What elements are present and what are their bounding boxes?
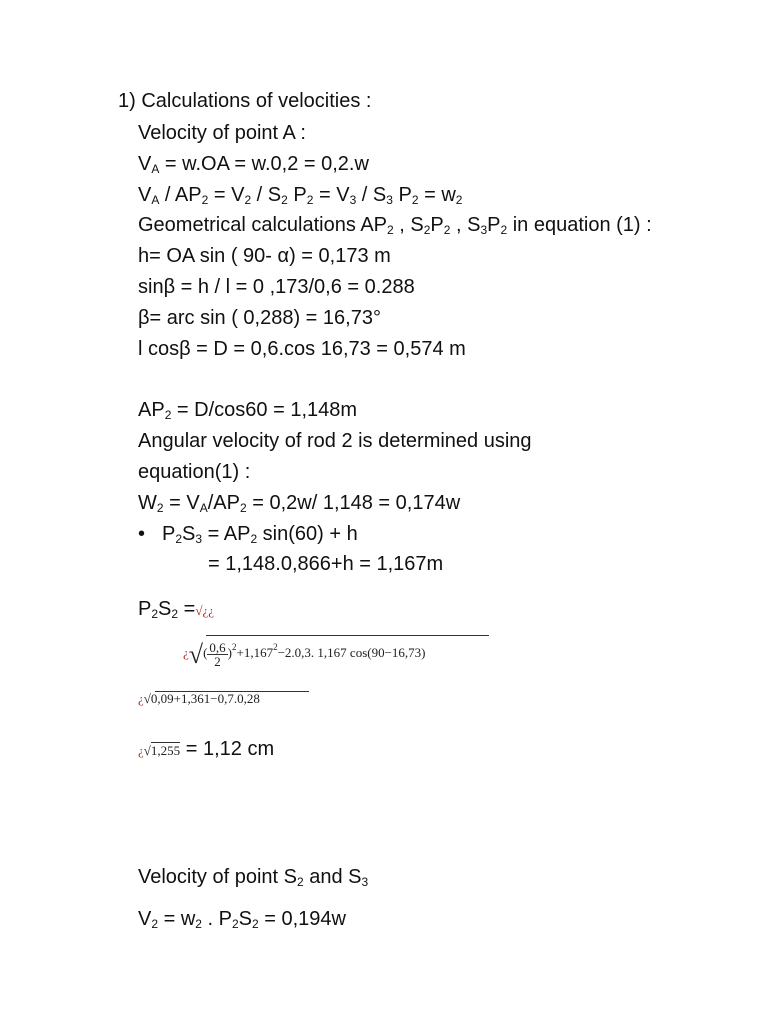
math-expression-1: ¿√( $\frac{0,6}{2}$ )$^2+1,167^2-2.0,3$. 1,167 cos(90−16,73) <box>183 639 426 669</box>
equation-beta: β= arc sin ( 0,288) = 16,73° <box>138 307 381 329</box>
math-expression-3: ¿√1,255 = 1,12 cm <box>138 738 275 760</box>
equation-p2s3: $P_2S_3 = AP_2$ sin(60) + h <box>162 523 358 546</box>
equation-p2s3-result: = 1,148.0,866+h = 1,167m <box>208 553 444 575</box>
sqrt-vinculum-2 <box>155 691 309 692</box>
equation-v2: $V_2 = w_2$ . $P_2S_2 = 0,194w$ <box>138 908 346 931</box>
equation-va: $V_A = w.OA = w.0,2 = 0,2.w$ <box>138 153 369 176</box>
bullet-marker: • <box>138 523 146 545</box>
math-expression-2: ¿√0,09+1,361−0,7.0,28 <box>138 691 260 706</box>
heading-calculations: 1) Calculations of velocities : <box>118 90 372 112</box>
equation-h: h= OA sin ( 90- α) = 0,173 m <box>138 245 391 267</box>
equation-ratio: $V_A / AP_2 = V_2 / S_2$ $P_2 = V_3 / S_3$ $P_2 = w_2$ <box>138 184 463 207</box>
equation-w2: $W_2 = V_A/AP_2 = 0,2w/$ 1,148 = 0,174w <box>138 492 461 515</box>
angular-velocity-text: Angular velocity of rod 2 is determined using <box>138 430 532 452</box>
equation-sinbeta: sinβ = h / l = 0 ,173/0,6 = 0.288 <box>138 276 415 298</box>
geometrical-calculations: Geometrical calculations $AP_2$ , $S_2P_2$ , $S_3P_2$ in equation (1) : <box>138 214 652 237</box>
equation-lcosbeta: l cosβ = D = 0,6.cos 16,73 = 0,574 m <box>138 338 466 360</box>
velocity-point-a-heading: Velocity of point A : <box>138 122 306 144</box>
equation-p2s2-label: $P_2S_2$ =√¿¿ <box>138 598 214 621</box>
sqrt-vinculum-1 <box>206 635 489 636</box>
equation-ref-text: equation(1) : <box>138 461 251 483</box>
velocity-s2-s3-heading: Velocity of point $S_2$ and $S_3$ <box>138 866 369 889</box>
equation-ap2: $AP_2 = D/\cos 60 = 1,148m$ <box>138 399 358 422</box>
